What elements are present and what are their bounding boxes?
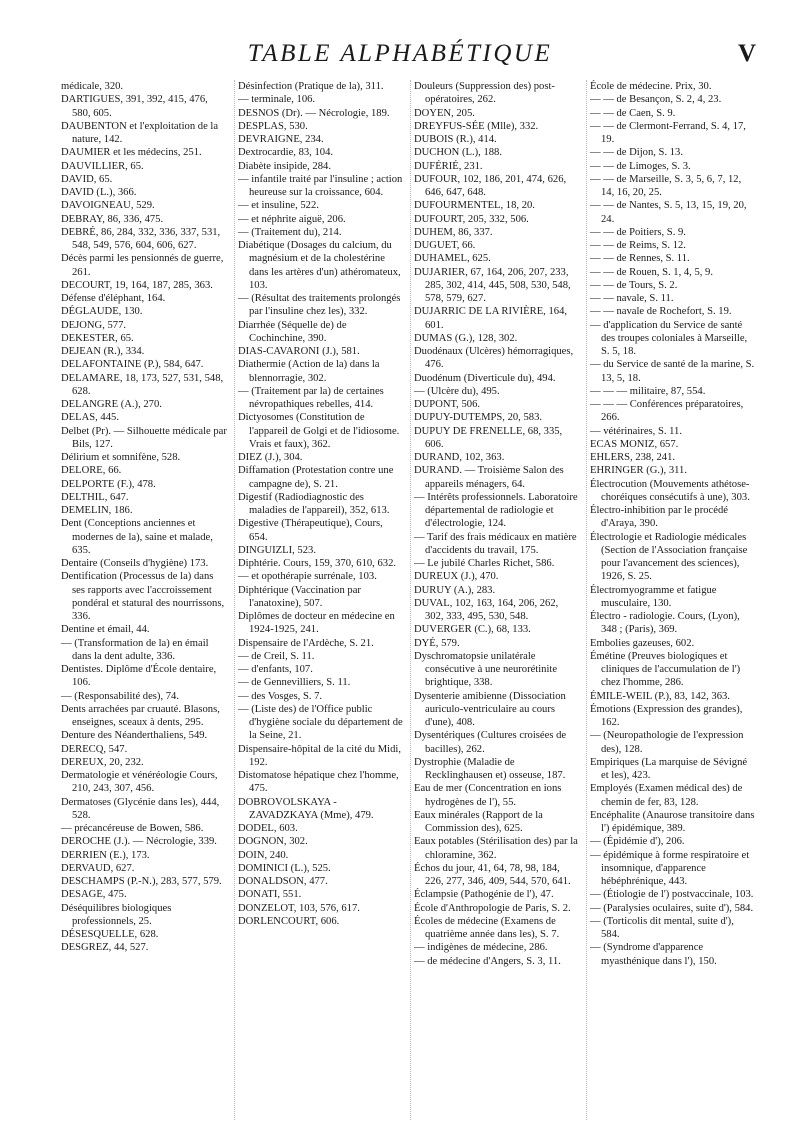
index-entry: DUPUY-DUTEMPS, 20, 583. bbox=[414, 412, 543, 424]
index-entry: DELPORTE (F.), 478. bbox=[61, 478, 156, 490]
index-column-3 bbox=[410, 80, 582, 1120]
index-entry: Delbet (Pr). — Silhouette médicale par Bils, 127. bbox=[61, 425, 227, 450]
index-entry: EHLERS, 238, 241. bbox=[590, 452, 676, 463]
index-entry: DESCHAMPS (P.-N.), 283, 577, 579. bbox=[61, 876, 222, 887]
index-entry: — et insuline, 522. bbox=[238, 200, 319, 212]
index-entry: Dyschromatopsie unilatérale consécutive à une neurorétinite brightique, 338. bbox=[414, 650, 558, 689]
index-entry: — — — militaire, 87, 554. bbox=[590, 385, 706, 397]
page-number: V bbox=[737, 40, 756, 67]
index-entry: Dentaire (Conseils d'hygiène) 173. bbox=[61, 558, 209, 569]
index-entry: médicale, 320. bbox=[61, 81, 124, 92]
index-entry: Électro - radiologie. Cours, (Lyon), 348 ; (Paris), 369. bbox=[590, 611, 740, 636]
page-title: TABLE ALPHABÉTIQUE bbox=[247, 40, 553, 67]
index-entry: Dents arrachées par cruauté. Blasons, enseignes, sceaux à dents, 295. bbox=[61, 703, 220, 728]
index-entry: DURAND. — Troisième Salon des appareils ménagers, 64. bbox=[414, 465, 564, 490]
index-entry: Écoles de médecine (Examens de quatrième année dans les), S. 7. bbox=[414, 915, 560, 940]
index-entry: — (Neuropathologie de l'expression des), 128. bbox=[590, 730, 744, 755]
index-columns bbox=[58, 80, 770, 1120]
index-entry: Diffamation (Protestation contre une campagne de), S. 21. bbox=[238, 465, 394, 490]
index-entry: ECAS MONIZ, 657. bbox=[590, 438, 679, 450]
index-entry: Dispensaire-hôpital de la cité du Midi, 192. bbox=[238, 743, 401, 768]
index-entry: — (Traitement par la) de certaines névropathiques rebelles, 414. bbox=[238, 385, 384, 410]
index-entry: DORLENCOURT, 606. bbox=[238, 915, 340, 927]
index-entry: — (Épidémie d'), 206. bbox=[590, 836, 685, 848]
index-entry: Distomatose hépatique chez l'homme, 475. bbox=[238, 770, 399, 795]
index-entry: Électrocution (Mouvements athétose-choréiques consécutifs à une), 303. bbox=[590, 478, 750, 503]
index-entry: Digestive (Thérapeutique), Cours, 654. bbox=[238, 518, 383, 543]
index-entry: DERRIEN (E.), 173. bbox=[61, 849, 150, 861]
index-entry: — infantile traité par l'insuline ; action heureuse sur la croissance, 604. bbox=[238, 173, 403, 198]
index-entry: Diplômes de docteur en médecine en 1924-1925, 241. bbox=[238, 611, 395, 636]
index-entry: — — de Caen, S. 9. bbox=[590, 107, 676, 119]
index-entry: — — de Rouen, S. 1, 4, 5, 9. bbox=[590, 266, 714, 278]
index-entry: DESPLAS, 530. bbox=[238, 120, 308, 132]
index-entry: Duodénum (Diverticule du), 494. bbox=[414, 372, 556, 384]
index-entry: DUMAS (G.), 128, 302. bbox=[414, 332, 518, 344]
index-entry: DAVID, 65. bbox=[61, 173, 113, 185]
index-entry: Dextrocardie, 83, 104. bbox=[238, 147, 334, 159]
index-entry: Dermatoses (Glycénie dans les), 444, 528. bbox=[61, 796, 220, 821]
index-entry: Eaux minérales (Rapport de la Commission des), 625. bbox=[414, 809, 543, 834]
index-entry: — (Étiologie de l') postvaccinale, 103. bbox=[590, 889, 754, 901]
index-entry: DELTHIL, 647. bbox=[61, 491, 129, 503]
index-entry: Dentistes. Diplôme d'École dentaire, 106. bbox=[61, 664, 217, 689]
index-entry: DODEL, 603. bbox=[238, 823, 298, 834]
index-entry: Dysentériques (Cultures croisées de bacilles), 262. bbox=[414, 730, 567, 755]
index-entry: DUPUY DE FRENELLE, 68, 335, 606. bbox=[414, 425, 563, 450]
index-entry: Duodénaux (Ulcères) hémorragiques, 476. bbox=[414, 346, 574, 371]
index-entry: — d'enfants, 107. bbox=[238, 664, 313, 675]
index-entry: DOMINICI (L.), 525. bbox=[238, 862, 331, 874]
index-entry: Douleurs (Suppression des) post-opératoires, 262. bbox=[414, 81, 555, 106]
index-entry: EHRINGER (G.), 311. bbox=[590, 465, 687, 477]
index-entry: Délirium et somnifène, 528. bbox=[61, 452, 181, 463]
index-entry: DARTIGUES, 391, 392, 415, 476, 580, 605. bbox=[61, 94, 208, 119]
index-entry: — épidémique à forme respiratoire et insomnique, d'apparence hébéphrénique, 443. bbox=[590, 849, 750, 887]
index-entry: DOGNON, 302. bbox=[238, 836, 308, 848]
index-entry: — (Transformation de la) en émail dans la dent adulte, 336. bbox=[61, 637, 209, 662]
index-entry: DUJARRIC DE LA RIVIÈRE, 164, 601. bbox=[414, 306, 568, 331]
index-entry: — — de Marseille, S. 3, 5, 6, 7, 12, 14, 16, 20, 25. bbox=[590, 173, 742, 198]
index-entry: DYÉ, 579. bbox=[414, 637, 460, 649]
index-entry: DUHAMEL, 625. bbox=[414, 253, 491, 265]
index-entry: DUBOIS (R.), 414. bbox=[414, 134, 497, 145]
index-entry: Électromyogramme et fatigue musculaire, 130. bbox=[590, 584, 717, 609]
index-entry: DAUMIER et les médecins, 251. bbox=[61, 147, 202, 159]
index-entry: DUFOURT, 205, 332, 506. bbox=[414, 213, 529, 225]
index-entry: DERECQ, 547. bbox=[61, 743, 128, 755]
index-entry: — des Vosges, S. 7. bbox=[238, 690, 323, 702]
index-entry: Dentine et émail, 44. bbox=[61, 624, 150, 636]
index-entry: DINGUIZLI, 523. bbox=[238, 544, 316, 556]
index-entry: DEVRAIGNE, 234. bbox=[238, 134, 324, 145]
index-entry: — Le jubilé Charles Richet, 586. bbox=[414, 558, 555, 569]
index-entry: DOBROVOLSKAYA - ZAVADZKAYA (Mme), 479. bbox=[238, 796, 374, 821]
index-entry: DUVERGER (C.), 68, 133. bbox=[414, 624, 531, 636]
index-entry: Encéphalite (Anaurose transitoire dans l') épidémique, 389. bbox=[590, 809, 755, 834]
index-entry: — (Paralysies oculaires, suite d'), 584. bbox=[590, 902, 754, 914]
index-entry: — de Gennevilliers, S. 11. bbox=[238, 677, 351, 689]
index-entry: ÉMILE-WEIL (P.), 83, 142, 363. bbox=[590, 690, 730, 702]
index-entry: Diabète insipide, 284. bbox=[238, 160, 331, 172]
index-entry: DAUBENTON et l'exploitation de la nature, 142. bbox=[61, 120, 219, 145]
index-entry: — — de Poitiers, S. 9. bbox=[590, 226, 686, 238]
index-entry: Électro-inhibition par le procédé d'Araya, 390. bbox=[590, 505, 728, 530]
index-entry: — (Liste des) de l'Office public d'hygiène sociale du département de la Seine, 21. bbox=[238, 703, 403, 742]
page-header bbox=[0, 40, 800, 80]
index-entry: Dispensaire de l'Ardèche, S. 21. bbox=[238, 637, 374, 649]
index-entry: — — de Rennes, S. 11. bbox=[590, 253, 690, 265]
index-entry: DAUVILLIER, 65. bbox=[61, 160, 144, 172]
index-entry: Empiriques (La marquise de Sévigné et les), 423. bbox=[590, 756, 748, 781]
index-entry: DUHEM, 86, 337. bbox=[414, 226, 493, 238]
index-entry: DAVID (L.), 366. bbox=[61, 187, 137, 198]
index-entry: DECOURT, 19, 164, 187, 285, 363. bbox=[61, 279, 213, 291]
index-entry: — (Traitement du), 214. bbox=[238, 226, 342, 238]
index-entry: DELORE, 66. bbox=[61, 465, 122, 477]
index-entry: Électrologie et Radiologie médicales (Section de l'Association française pour l'avancement des sciences), 1926, S. 25. bbox=[590, 531, 748, 583]
index-entry: DOYEN, 205. bbox=[414, 107, 475, 119]
index-entry: DEJONG, 577. bbox=[61, 319, 127, 331]
index-entry: DELANGRE (A.), 270. bbox=[61, 399, 162, 410]
index-column-2 bbox=[234, 80, 406, 1120]
index-entry: DUREUX (J.), 470. bbox=[414, 571, 499, 583]
index-entry: — de médecine d'Angers, S. 3, 11. bbox=[414, 955, 561, 967]
index-entry: Employés (Examen médical des) de chemin de fer, 83, 128. bbox=[590, 783, 743, 808]
index-entry: — précancéreuse de Bowen, 586. bbox=[61, 823, 204, 834]
index-entry: Diathermie (Action de la) dans la blennorragie, 302. bbox=[238, 359, 380, 384]
index-entry: Diphtérie. Cours, 159, 370, 610, 632. bbox=[238, 558, 397, 569]
index-entry: DURUY (A.), 283. bbox=[414, 584, 496, 596]
index-entry: Défense d'éléphant, 164. bbox=[61, 293, 166, 304]
index-entry: DELAMARE, 18, 173, 527, 531, 548, 628. bbox=[61, 372, 224, 397]
index-entry: — — — Conférences préparatoires, 266. bbox=[590, 399, 744, 424]
index-entry: DÉGLAUDE, 130. bbox=[61, 306, 143, 318]
index-entry: Eau de mer (Concentration en ions hydrogènes de l'), 55. bbox=[414, 783, 562, 808]
index-entry: Dermatologie et vénéréologie Cours, 210, 243, 307, 456. bbox=[61, 770, 218, 795]
index-entry: Digestif (Radiodiagnostic des maladies de l'appareil), 352, 613. bbox=[238, 491, 390, 516]
index-entry: Dictyosomes (Constitution de l'appareil de Golgi et de l'idiosome. Vrais et faux), 362. bbox=[238, 412, 400, 450]
index-entry: Désinfection (Pratique de la), 311. bbox=[238, 81, 384, 92]
index-entry: Dentification (Processus de la) dans ses rapports avec l'accroissement pondéral et statural des nourrissons, 336. bbox=[61, 571, 225, 622]
index-entry: — et néphrite aiguë, 206. bbox=[238, 213, 346, 225]
index-entry: DUGUET, 66. bbox=[414, 240, 476, 251]
index-entry: — vétérinaires, S. 11. bbox=[590, 425, 682, 437]
index-entry: École d'Anthropologie de Paris, S. 2. bbox=[414, 902, 571, 914]
index-entry: École de médecine. Prix, 30. bbox=[590, 81, 712, 92]
index-entry: Émétine (Preuves biologiques et cliniques de l'accumulation de l') chez l'homme, 286. bbox=[590, 650, 741, 689]
index-entry: DUFOURMENTEL, 18, 20. bbox=[414, 200, 535, 212]
index-entry: — — de Nantes, S. 5, 13, 15, 19, 20, 24. bbox=[590, 200, 747, 225]
index-entry: — du Service de santé de la marine, S. 13, 5, 18. bbox=[590, 359, 755, 384]
index-entry: — de Creil, S. 11. bbox=[238, 650, 315, 662]
index-entry: Diabétique (Dosages du calcium, du magnésium et de la cholestérine dans les artères d'un) athéromateux, 103. bbox=[238, 240, 401, 291]
index-entry: Échos du jour, 41, 64, 78, 98, 184, 226, 277, 346, 409, 544, 570, 641. bbox=[414, 862, 571, 887]
index-entry: — — de Besançon, S. 2, 4, 23. bbox=[590, 94, 722, 106]
index-entry: — — navale de Rochefort, S. 19. bbox=[590, 306, 732, 318]
index-entry: Décès parmi les pensionnés de guerre, 261. bbox=[61, 253, 224, 278]
index-entry: — — navale, S. 11. bbox=[590, 293, 674, 304]
index-entry: DUCHON (L.), 188. bbox=[414, 147, 502, 159]
index-entry: Dent (Conceptions anciennes et modernes de la), saine et malade, 635. bbox=[61, 518, 213, 556]
index-entry: DELAFONTAINE (P.), 584, 647. bbox=[61, 359, 204, 371]
index-entry: DAVOIGNEAU, 529. bbox=[61, 200, 155, 212]
index-entry: — (Syndrome d'apparence myasthénique dans l'), 150. bbox=[590, 942, 717, 967]
index-entry: — — de Dijon, S. 13. bbox=[590, 147, 683, 159]
index-entry: — Intérêts professionnels. Laboratoire départemental de radiologie et d'électrologie, 124. bbox=[414, 491, 578, 530]
index-entry: Déséquilibres biologiques professionnels, 25. bbox=[61, 902, 172, 927]
index-entry: DESNOS (Dr). — Nécrologie, 189. bbox=[238, 107, 390, 119]
index-column-4 bbox=[586, 80, 758, 1120]
index-entry: — terminale, 106. bbox=[238, 94, 316, 106]
index-entry: DURAND, 102, 363. bbox=[414, 452, 505, 463]
index-entry: DEROCHE (J.). — Nécrologie, 339. bbox=[61, 836, 217, 848]
index-column-1 bbox=[58, 80, 230, 1120]
index-entry: DERVAUD, 627. bbox=[61, 862, 135, 874]
index-entry: — (Torticolis dit mental, suite d'), 584. bbox=[590, 915, 734, 940]
index-entry: DUPONT, 506. bbox=[414, 399, 481, 410]
index-entry: — — de Clermont-Ferrand, S. 4, 17, 19. bbox=[590, 120, 746, 145]
index-entry: DONZELOT, 103, 576, 617. bbox=[238, 902, 360, 914]
index-entry: DEJEAN (R.), 334. bbox=[61, 346, 145, 357]
index-entry: — indigènes de médecine, 286. bbox=[414, 942, 548, 954]
index-entry: DOIN, 240. bbox=[238, 849, 289, 861]
index-entry: — (Résultat des traitements prolongés par l'insuline chez les), 332. bbox=[238, 293, 401, 318]
index-entry: — — de Limoges, S. 3. bbox=[590, 160, 691, 172]
index-entry: DONATI, 551. bbox=[238, 889, 302, 901]
index-entry: Dysenterie amibienne (Dissociation auriculo-ventriculaire au cours d'une), 408. bbox=[414, 690, 566, 728]
index-entry: DEREUX, 20, 232. bbox=[61, 756, 144, 768]
index-entry: — d'application du Service de santé des troupes coloniales à Marseille, S. 5, 18. bbox=[590, 319, 748, 357]
index-entry: DELAS, 445. bbox=[61, 412, 119, 424]
index-entry: DEBRAY, 86, 336, 475. bbox=[61, 213, 164, 225]
index-entry: Dystrophie (Maladie de Recklinghausen et) osseuse, 187. bbox=[414, 756, 566, 781]
index-entry: — et opothérapie surrénale, 103. bbox=[238, 571, 377, 583]
index-entry: DUJARIER, 67, 164, 206, 207, 233, 285, 302, 414, 445, 508, 530, 548, 578, 579, 627. bbox=[414, 266, 571, 304]
index-entry: DONALDSON, 477. bbox=[238, 876, 328, 887]
index-entry: — — de Tours, S. 2. bbox=[590, 279, 678, 291]
index-entry: Embolies gazeuses, 602. bbox=[590, 637, 695, 649]
index-entry: DESAGE, 475. bbox=[61, 889, 127, 901]
index-entry: DIEZ (J.), 304. bbox=[238, 452, 303, 463]
index-entry: — Tarif des frais médicaux en matière d'accidents du travail, 175. bbox=[414, 531, 577, 556]
index-entry: Eaux potables (Stérilisation des) par la chloramine, 362. bbox=[414, 836, 578, 861]
index-entry: DUVAL, 102, 163, 164, 206, 262, 302, 333, 495, 530, 548. bbox=[414, 597, 559, 622]
index-entry: — — de Reims, S. 12. bbox=[590, 240, 686, 251]
index-entry: Éclampsie (Pathogénie de l'), 47. bbox=[414, 889, 554, 901]
index-entry: Diarrhée (Séquelle de) de Cochinchine, 390. bbox=[238, 319, 347, 344]
index-entry: DIAS-CAVARONI (J.), 581. bbox=[238, 346, 360, 357]
index-entry: DÉSESQUELLE, 628. bbox=[61, 929, 159, 940]
index-entry: Diphtérique (Vaccination par l'anatoxine), 507. bbox=[238, 584, 361, 609]
index-entry: DREYFUS-SÉE (Mlle), 332. bbox=[414, 120, 539, 132]
index-entry: DEKESTER, 65. bbox=[61, 332, 134, 344]
index-entry: — (Ulcère du), 495. bbox=[414, 385, 500, 397]
index-entry: Denture des Néanderthaliens, 549. bbox=[61, 730, 208, 742]
index-entry: DEMELIN, 186. bbox=[61, 505, 133, 516]
index-entry: DUFÉRIÉ, 231. bbox=[414, 160, 483, 172]
index-entry: DUFOUR, 102, 186, 201, 474, 626, 646, 647, 648. bbox=[414, 173, 567, 198]
index-entry: DESGREZ, 44, 527. bbox=[61, 942, 149, 954]
index-entry: Émotions (Expression des grandes), 162. bbox=[590, 703, 743, 728]
index-entry: — (Responsabilité des), 74. bbox=[61, 690, 179, 702]
index-entry: DEBRÉ, 86, 284, 332, 336, 337, 531, 548, 549, 576, 604, 606, 627. bbox=[61, 226, 221, 251]
